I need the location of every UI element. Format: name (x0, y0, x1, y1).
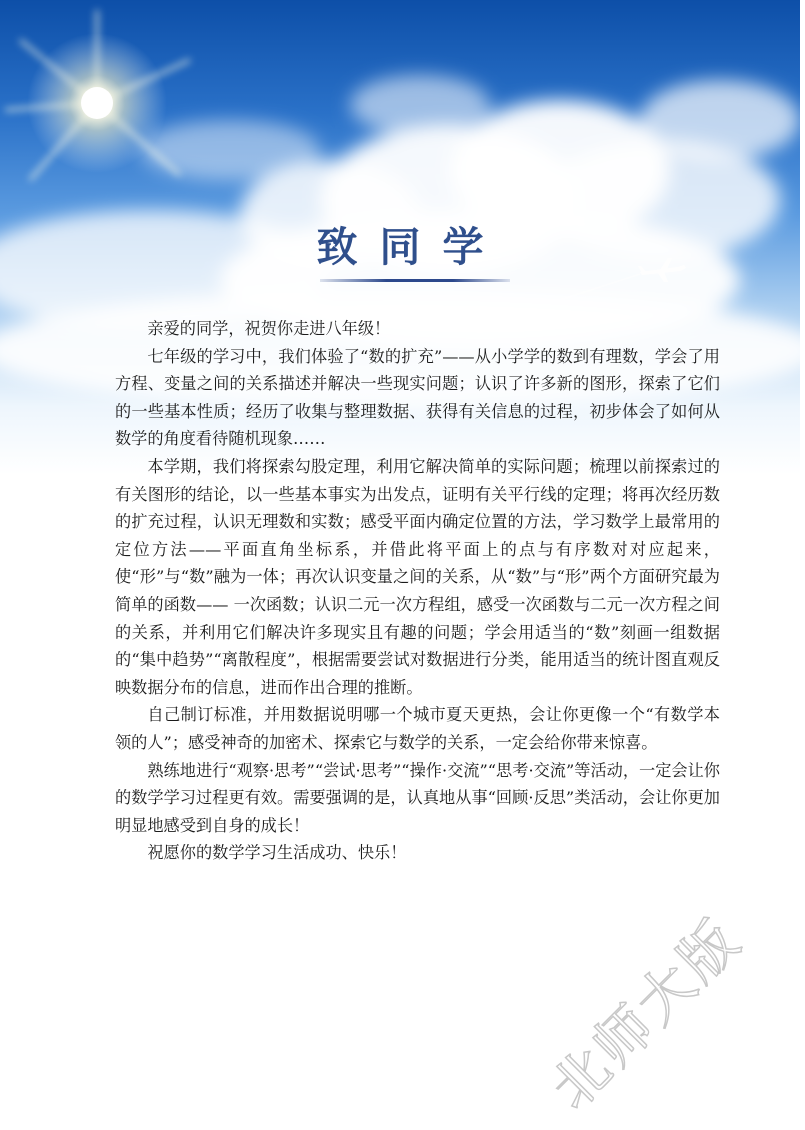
closing-paragraph: 祝愿你的数学学习生活成功、快乐！ (147, 843, 407, 863)
semester-paragraph: 本学期，我们将探索勾股定理，利用它解决简单的实际问题；梳理以前探索过的有关图形的结论，以一些基本事实为出发点，证明有关平行线的定理；将再次经历数的扩充过程，认识无理数和实数；感受平面内确定位置的方法，学习数学上最常用的定位方法——平面直角坐标系，并借此将平面上的点与有序数对对应起来，使“形”与“数”融为一体；再次认识变量之间的关系，从“数”与“形”两个方面研究最为简单的函数—— 一次函数；认识二元一次方程组，感受一次函数与二元一次方程之间的关系，并利用它们解决许多现实且有趣的问题；学会用适当的“数”刻画一组数据的“集中趋势”“离散程度”，根据需要尝试对数据进行分类，能用适当的统计图直观反映数据分布的信息，进而作出合理的推断。 (115, 456, 720, 697)
practice-paragraph: 熟练地进行“观察·思考”“尝试·思考”“操作·交流”“思考·交流”等活动，一定会让你的数学学习过程更有效。需要强调的是，认真地从事“回顾·反思”类活动，会让你更加明显地感受到自身的成长！ (115, 760, 720, 835)
watermark-text: 北师大版 (538, 906, 755, 1122)
publisher-watermark (538, 902, 805, 1122)
activity-paragraph: 自己制订标准，并用数据说明哪一个城市夏天更热，会让你更像一个“有数学本领的人”；感受神奇的加密术、探索它与数学的关系，一定会给你带来惊喜。 (115, 705, 720, 752)
greeting-paragraph: 亲爱的同学，祝贺你走进八年级！ (147, 319, 391, 338)
title-underline (320, 279, 510, 282)
letter-body (115, 315, 720, 867)
page-title: 致同学 (316, 223, 506, 271)
review-paragraph: 七年级的学习中，我们体验了“数的扩充”——从小学学的数到有理数，学会了用方程、变量之间的关系描述并解决一些现实问题；认识了许多新的图形，探索了它们的一些基本性质；经历了收集与整理数据、获得有关信息的过程，初步体会了如何从数学的角度看待随机现象…… (115, 346, 720, 449)
